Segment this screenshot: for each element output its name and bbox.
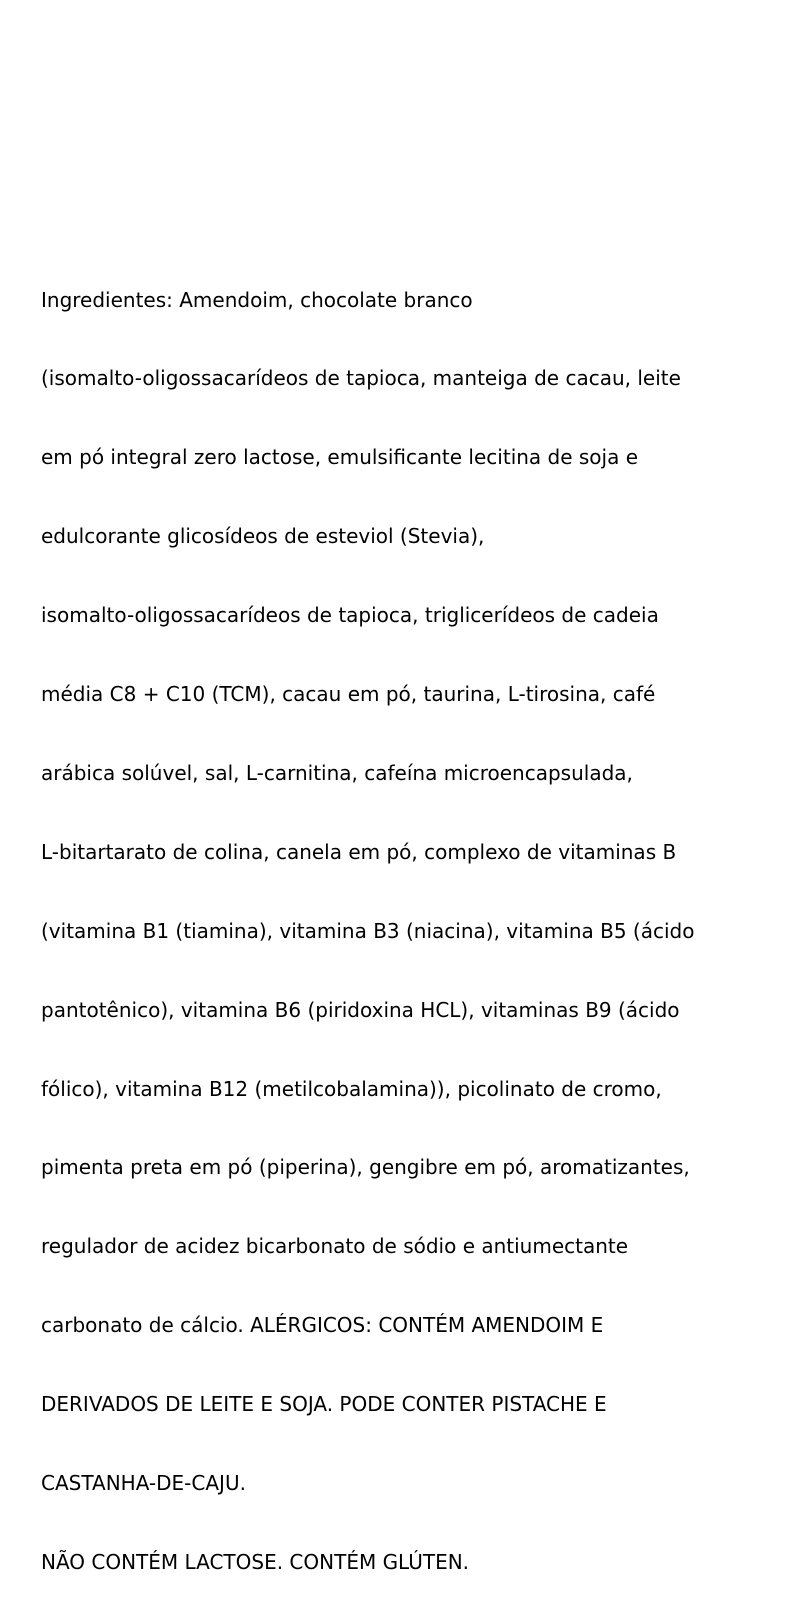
lactose-gluten-statement: NÃO CONTÉM LACTOSE. CONTÉM GLÚTEN. (41, 1549, 470, 1574)
ingredients-line: regulador de acidez bicarbonato de sódio e antiumectante (41, 1234, 629, 1259)
allergen-warning-line: DERIVADOS DE LEITE E SOJA. PODE CONTER PISTACHE E (41, 1392, 607, 1417)
ingredients-line: (vitamina B1 (tiamina), vitamina B3 (niacina), vitamina B5 (ácido (41, 918, 695, 943)
ingredients-line: pimenta preta em pó (piperina), gengibre em pó, aromatizantes, (41, 1155, 690, 1180)
ingredients-line: pantotênico), vitamina B6 (piridoxina HCL), vitaminas B9 (ácido (41, 997, 680, 1022)
allergen-warning-line: carbonato de cálcio. ALÉRGICOS: CONTÉM AMENDOIM E (41, 1313, 604, 1338)
ingredients-line: isomalto-oligossacarídeos de tapioca, triglicerídeos de cadeia (41, 603, 659, 628)
ingredients-line: L-bitartarato de colina, canela em pó, complexo de vitaminas B (41, 839, 677, 864)
ingredients-line: (isomalto-oligossacarídeos de tapioca, manteiga de cacau, leite (41, 366, 681, 391)
ingredients-line: edulcorante glicosídeos de esteviol (Stevia), (41, 524, 485, 549)
ingredients-text-block (41, 234, 781, 1600)
ingredients-line: Ingredientes: Amendoim, chocolate branco (41, 287, 473, 312)
ingredients-line: arábica solúvel, sal, L-carnitina, cafeína microencapsulada, (41, 760, 633, 785)
ingredients-line: em pó integral zero lactose, emulsificante lecitina de soja e (41, 445, 639, 470)
ingredients-line: fólico), vitamina B12 (metilcobalamina)), picolinato de cromo, (41, 1076, 662, 1101)
ingredients-line: média C8 + C10 (TCM), cacau em pó, taurina, L-tirosina, café (41, 682, 656, 707)
allergen-warning-line: CASTANHA-DE-CAJU. (41, 1470, 246, 1495)
